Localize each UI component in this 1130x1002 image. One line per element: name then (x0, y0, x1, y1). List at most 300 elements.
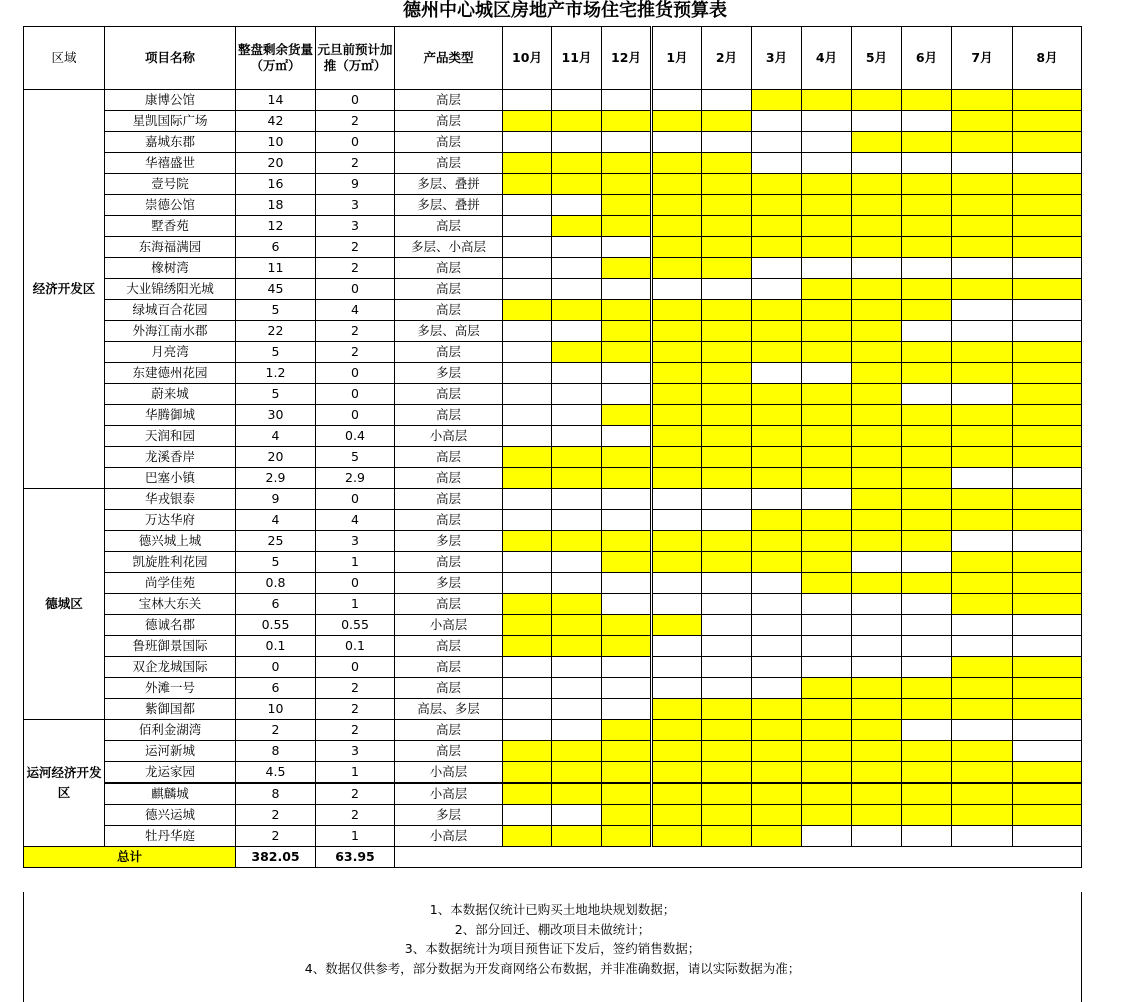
month-cell (902, 342, 952, 363)
month-cell (752, 573, 802, 594)
month-cell (802, 826, 852, 847)
month-cell (702, 720, 752, 741)
month-cell (503, 342, 552, 363)
table-row (24, 783, 1082, 805)
stock-cell: 4 (236, 426, 316, 447)
month-cell (952, 174, 1013, 195)
table-row (24, 237, 1082, 258)
month-cell (552, 258, 602, 279)
month-cell (602, 573, 652, 594)
table-row (24, 90, 1082, 111)
month-cell (852, 489, 902, 510)
month-cell (902, 678, 952, 699)
month-cell (652, 405, 702, 426)
month-cell (602, 90, 652, 111)
month-cell (752, 552, 802, 573)
month-cell (602, 174, 652, 195)
month-cell (702, 279, 752, 300)
month-cell (1013, 783, 1082, 805)
month-cell (752, 363, 802, 384)
month-cell (802, 720, 852, 741)
push-cell: 0 (316, 573, 395, 594)
month-cell (752, 321, 802, 342)
month-cell (802, 594, 852, 615)
month-cell (1013, 531, 1082, 552)
month-cell (952, 699, 1013, 720)
type-cell: 高层 (395, 636, 503, 657)
stock-cell: 6 (236, 237, 316, 258)
stock-cell: 25 (236, 531, 316, 552)
month-cell (802, 573, 852, 594)
month-cell (752, 826, 802, 847)
stock-cell: 18 (236, 195, 316, 216)
month-cell (852, 132, 902, 153)
stock-cell: 2 (236, 826, 316, 847)
push-cell: 0.4 (316, 426, 395, 447)
month-cell (802, 405, 852, 426)
month-cell (652, 615, 702, 636)
month-cell (1013, 300, 1082, 321)
month-cell (752, 531, 802, 552)
note-line: 2、部分回迁、棚改项目未做统计； (454, 921, 651, 937)
stock-cell: 10 (236, 699, 316, 720)
push-cell: 0 (316, 363, 395, 384)
month-cell (802, 174, 852, 195)
project-cell: 东建德州花园 (105, 363, 236, 384)
month-cell (952, 805, 1013, 826)
stock-cell: 0 (236, 657, 316, 678)
month-cell (752, 741, 802, 762)
push-cell: 4 (316, 300, 395, 321)
project-cell: 天润和园 (105, 426, 236, 447)
month-cell (852, 762, 902, 784)
month-cell (1013, 615, 1082, 636)
month-cell (952, 489, 1013, 510)
stock-cell: 6 (236, 594, 316, 615)
push-cell: 3 (316, 531, 395, 552)
header-push: 元旦前预计加推（万㎡） (316, 27, 395, 90)
month-cell (952, 594, 1013, 615)
month-cell (503, 216, 552, 237)
region-cell: 经济开发区 (24, 90, 105, 489)
total-row (24, 847, 1082, 868)
month-cell (802, 805, 852, 826)
push-cell: 2 (316, 678, 395, 699)
type-cell: 小高层 (395, 826, 503, 847)
month-cell (1013, 826, 1082, 847)
month-cell (952, 531, 1013, 552)
month-cell (952, 153, 1013, 174)
header-month: 5月 (852, 27, 902, 90)
month-cell (802, 468, 852, 489)
month-cell (602, 384, 652, 405)
month-cell (852, 468, 902, 489)
month-cell (1013, 741, 1082, 762)
month-cell (503, 384, 552, 405)
month-cell (952, 342, 1013, 363)
table-row (24, 594, 1082, 615)
month-cell (902, 426, 952, 447)
month-cell (503, 678, 552, 699)
push-cell: 1 (316, 552, 395, 573)
month-cell (552, 153, 602, 174)
month-cell (552, 111, 602, 132)
stock-cell: 45 (236, 279, 316, 300)
month-cell (752, 195, 802, 216)
table-row (24, 300, 1082, 321)
month-cell (503, 805, 552, 826)
month-cell (552, 826, 602, 847)
month-cell (952, 363, 1013, 384)
month-cell (652, 90, 702, 111)
month-cell (902, 552, 952, 573)
header-region: 区域 (24, 27, 105, 90)
type-cell: 高层 (395, 447, 503, 468)
month-cell (952, 573, 1013, 594)
month-cell (802, 321, 852, 342)
month-cell (552, 552, 602, 573)
month-cell (752, 636, 802, 657)
table-row (24, 342, 1082, 363)
push-cell: 3 (316, 195, 395, 216)
month-cell (802, 153, 852, 174)
type-cell: 小高层 (395, 615, 503, 636)
stock-cell: 0.8 (236, 573, 316, 594)
month-cell (552, 447, 602, 468)
header-month: 11月 (552, 27, 602, 90)
month-cell (752, 90, 802, 111)
month-cell (702, 258, 752, 279)
month-cell (602, 657, 652, 678)
month-cell (952, 321, 1013, 342)
note-line: 4、数据仅供参考，部分数据为开发商网络公布数据，并非准确数据，请以实际数据为准； (304, 960, 801, 976)
month-cell (503, 720, 552, 741)
push-cell: 0 (316, 90, 395, 111)
push-cell: 3 (316, 741, 395, 762)
month-cell (752, 489, 802, 510)
month-cell (802, 489, 852, 510)
month-cell (902, 573, 952, 594)
region-cell: 运河经济开发区 (24, 720, 105, 847)
month-cell (802, 762, 852, 784)
month-cell (602, 510, 652, 531)
stock-cell: 30 (236, 405, 316, 426)
month-cell (802, 195, 852, 216)
month-cell (503, 279, 552, 300)
month-cell (852, 321, 902, 342)
month-cell (852, 741, 902, 762)
table-row (24, 153, 1082, 174)
month-cell (602, 699, 652, 720)
month-cell (752, 678, 802, 699)
type-cell: 高层 (395, 678, 503, 699)
month-cell (952, 426, 1013, 447)
type-cell: 高层 (395, 111, 503, 132)
month-cell (1013, 678, 1082, 699)
month-cell (652, 783, 702, 805)
month-cell (702, 468, 752, 489)
month-cell (752, 111, 802, 132)
type-cell: 高层 (395, 279, 503, 300)
type-cell: 高层 (395, 741, 503, 762)
month-cell (552, 531, 602, 552)
month-cell (503, 741, 552, 762)
push-cell: 0 (316, 132, 395, 153)
month-cell (602, 426, 652, 447)
table-row (24, 510, 1082, 531)
month-cell (652, 678, 702, 699)
month-cell (1013, 237, 1082, 258)
header-month: 6月 (902, 27, 952, 90)
month-cell (952, 762, 1013, 784)
stock-cell: 2 (236, 805, 316, 826)
month-cell (752, 615, 802, 636)
stock-cell: 5 (236, 552, 316, 573)
month-cell (1013, 594, 1082, 615)
month-cell (752, 279, 802, 300)
push-cell: 1 (316, 826, 395, 847)
month-cell (552, 342, 602, 363)
month-cell (652, 805, 702, 826)
month-cell (752, 237, 802, 258)
month-cell (652, 447, 702, 468)
push-cell: 2 (316, 805, 395, 826)
project-cell: 鲁班御景国际 (105, 636, 236, 657)
month-cell (1013, 510, 1082, 531)
header-month: 3月 (752, 27, 802, 90)
stock-cell: 14 (236, 90, 316, 111)
table-row (24, 678, 1082, 699)
month-cell (802, 510, 852, 531)
note-line: 1、本数据仅统计已购买土地地块规划数据； (429, 902, 676, 917)
month-cell (702, 636, 752, 657)
project-cell: 运河新城 (105, 741, 236, 762)
month-cell (602, 489, 652, 510)
project-cell: 外海江南水郡 (105, 321, 236, 342)
month-cell (652, 636, 702, 657)
stock-cell: 8 (236, 741, 316, 762)
push-cell: 0.55 (316, 615, 395, 636)
month-cell (702, 741, 752, 762)
month-cell (552, 279, 602, 300)
month-cell (952, 300, 1013, 321)
project-cell: 龙运家园 (105, 762, 236, 784)
table-row (24, 741, 1082, 762)
month-cell (852, 531, 902, 552)
table-row (24, 531, 1082, 552)
month-cell (902, 615, 952, 636)
month-cell (652, 426, 702, 447)
month-cell (702, 678, 752, 699)
month-cell (702, 405, 752, 426)
project-cell: 巴塞小镇 (105, 468, 236, 489)
month-cell (852, 384, 902, 405)
month-cell (852, 258, 902, 279)
push-cell: 1 (316, 762, 395, 784)
month-cell (852, 342, 902, 363)
project-cell: 橡树湾 (105, 258, 236, 279)
month-cell (1013, 699, 1082, 720)
month-cell (702, 300, 752, 321)
month-cell (952, 552, 1013, 573)
month-cell (802, 657, 852, 678)
project-cell: 紫御国都 (105, 699, 236, 720)
month-cell (702, 762, 752, 784)
month-cell (503, 510, 552, 531)
month-cell (952, 405, 1013, 426)
month-cell (902, 762, 952, 784)
month-cell (752, 300, 802, 321)
month-cell (1013, 405, 1082, 426)
month-cell (902, 384, 952, 405)
project-cell: 德诚名郡 (105, 615, 236, 636)
stock-cell: 0.1 (236, 636, 316, 657)
month-cell (552, 300, 602, 321)
table-row (24, 552, 1082, 573)
month-cell (702, 426, 752, 447)
type-cell: 高层 (395, 384, 503, 405)
month-cell (852, 636, 902, 657)
month-cell (552, 195, 602, 216)
month-cell (652, 111, 702, 132)
month-cell (503, 468, 552, 489)
month-cell (1013, 90, 1082, 111)
push-cell: 1 (316, 594, 395, 615)
month-cell (503, 552, 552, 573)
table-row (24, 573, 1082, 594)
month-cell (752, 594, 802, 615)
project-cell: 壹号院 (105, 174, 236, 195)
header-project: 项目名称 (105, 27, 236, 90)
month-cell (1013, 426, 1082, 447)
push-cell: 2 (316, 237, 395, 258)
month-cell (1013, 111, 1082, 132)
month-cell (902, 510, 952, 531)
month-cell (1013, 216, 1082, 237)
month-cell (702, 384, 752, 405)
month-cell (702, 531, 752, 552)
month-cell (503, 405, 552, 426)
push-cell: 0 (316, 384, 395, 405)
month-cell (702, 237, 752, 258)
header-stock: 整盘剩余货量（万㎡） (236, 27, 316, 90)
stock-cell: 8 (236, 783, 316, 805)
push-cell: 2 (316, 720, 395, 741)
type-cell: 高层 (395, 132, 503, 153)
month-cell (852, 426, 902, 447)
month-cell (752, 153, 802, 174)
month-cell (602, 468, 652, 489)
month-cell (952, 384, 1013, 405)
month-cell (802, 552, 852, 573)
table-row (24, 405, 1082, 426)
month-cell (852, 552, 902, 573)
month-cell (503, 111, 552, 132)
total-push: 63.95 (316, 847, 395, 868)
month-cell (503, 300, 552, 321)
month-cell (702, 489, 752, 510)
month-cell (852, 447, 902, 468)
month-cell (552, 468, 602, 489)
month-cell (652, 762, 702, 784)
month-cell (1013, 174, 1082, 195)
month-cell (552, 699, 602, 720)
table-row (24, 216, 1082, 237)
month-cell (902, 111, 952, 132)
stock-cell: 11 (236, 258, 316, 279)
month-cell (652, 237, 702, 258)
month-cell (852, 678, 902, 699)
month-cell (952, 615, 1013, 636)
month-cell (1013, 279, 1082, 300)
month-cell (652, 363, 702, 384)
month-cell (902, 741, 952, 762)
month-cell (752, 426, 802, 447)
push-cell: 2 (316, 321, 395, 342)
month-cell (602, 447, 652, 468)
month-cell (852, 699, 902, 720)
month-cell (802, 237, 852, 258)
type-cell: 高层 (395, 300, 503, 321)
month-cell (1013, 720, 1082, 741)
month-cell (503, 195, 552, 216)
month-cell (702, 174, 752, 195)
month-cell (852, 90, 902, 111)
month-cell (1013, 321, 1082, 342)
month-cell (602, 279, 652, 300)
type-cell: 多层、叠拼 (395, 195, 503, 216)
type-cell: 高层 (395, 657, 503, 678)
month-cell (952, 826, 1013, 847)
project-cell: 嘉城东郡 (105, 132, 236, 153)
month-cell (802, 678, 852, 699)
month-cell (702, 153, 752, 174)
month-cell (852, 615, 902, 636)
month-cell (952, 720, 1013, 741)
month-cell (952, 741, 1013, 762)
month-cell (1013, 384, 1082, 405)
month-cell (902, 216, 952, 237)
project-cell: 凯旋胜利花园 (105, 552, 236, 573)
month-cell (902, 805, 952, 826)
month-cell (952, 447, 1013, 468)
type-cell: 高层 (395, 153, 503, 174)
month-cell (802, 90, 852, 111)
month-cell (902, 153, 952, 174)
month-cell (852, 805, 902, 826)
month-cell (752, 342, 802, 363)
month-cell (552, 762, 602, 784)
region-cell: 德城区 (24, 489, 105, 720)
month-cell (552, 678, 602, 699)
header-type: 产品类型 (395, 27, 503, 90)
month-cell (602, 237, 652, 258)
month-cell (752, 405, 802, 426)
month-cell (602, 741, 652, 762)
month-cell (602, 405, 652, 426)
header-month: 2月 (702, 27, 752, 90)
month-cell (802, 783, 852, 805)
month-cell (552, 216, 602, 237)
month-cell (902, 699, 952, 720)
month-cell (503, 531, 552, 552)
month-cell (702, 195, 752, 216)
month-cell (1013, 573, 1082, 594)
table-row (24, 111, 1082, 132)
month-cell (1013, 363, 1082, 384)
push-cell: 2 (316, 111, 395, 132)
type-cell: 高层 (395, 489, 503, 510)
